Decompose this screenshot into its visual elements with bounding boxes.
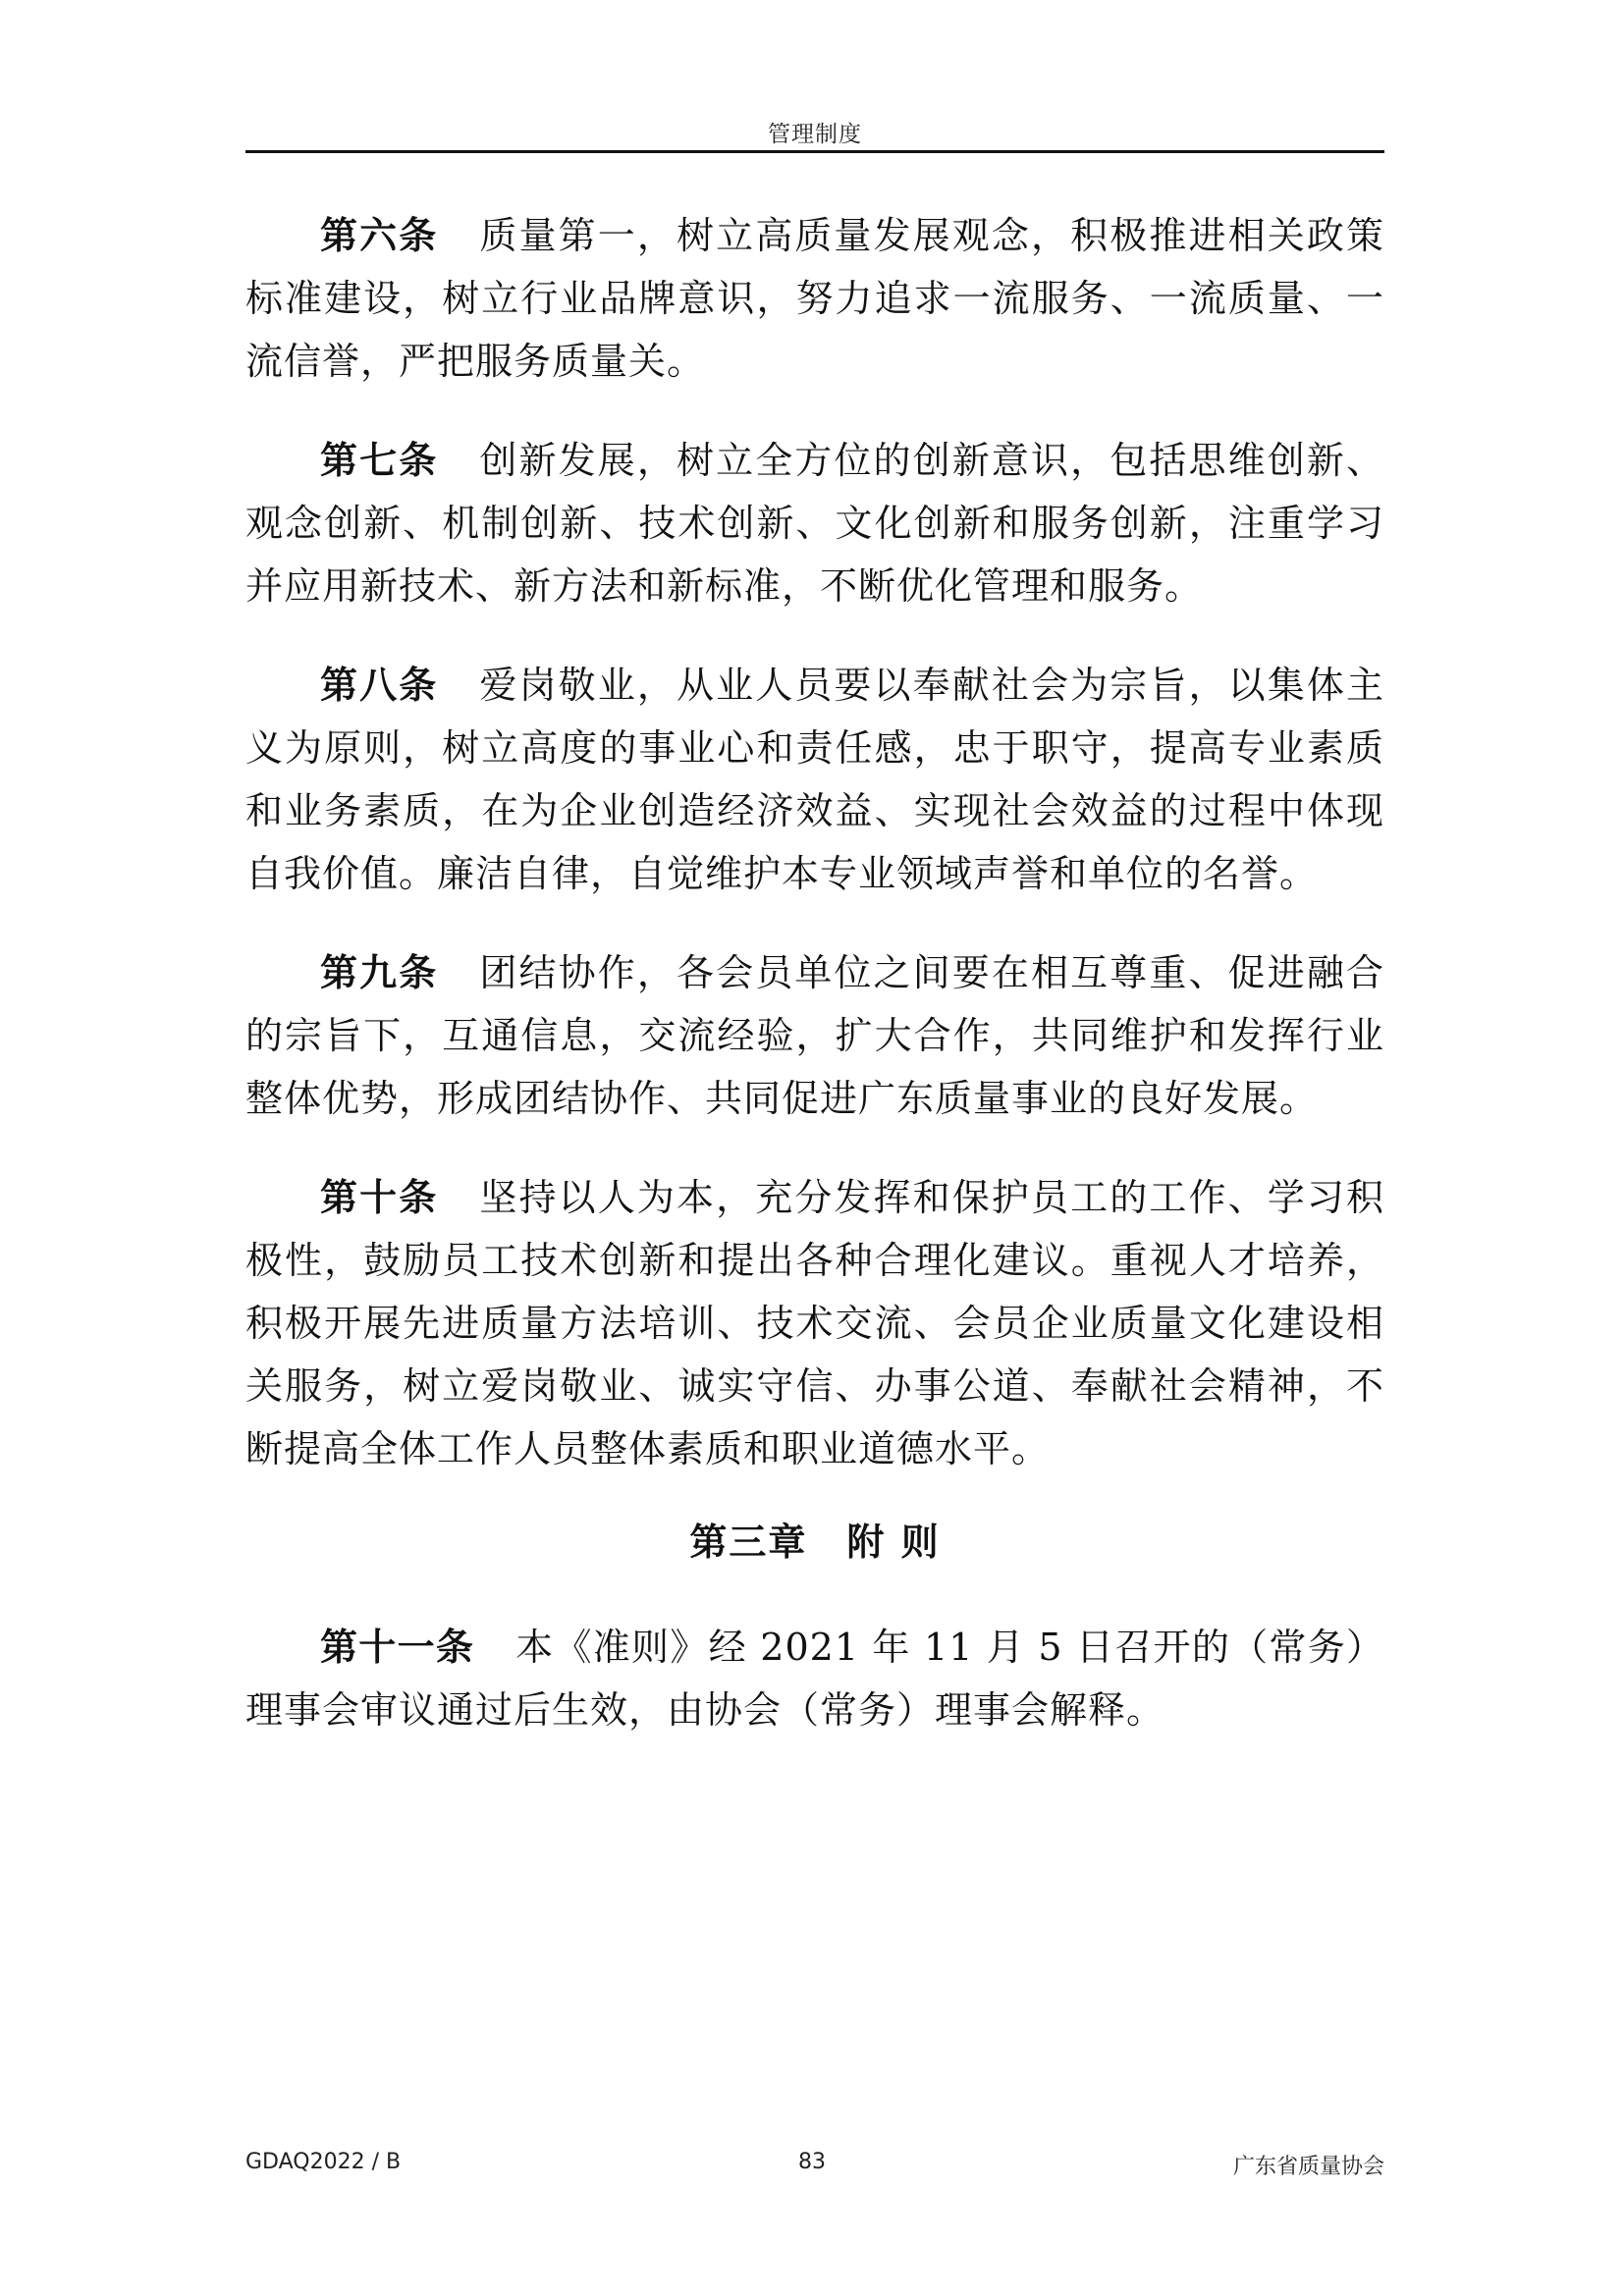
article-heading: 第十一条 [320, 1626, 475, 1669]
article-heading: 第六条 [320, 214, 439, 257]
article-9 [245, 941, 1384, 1130]
article-7 [245, 429, 1384, 617]
article-text: 创新发展，树立全方位的创新意识，包括思维创新、观念创新、机制创新、技术创新、文化创新和服务创新，注重学习并应用新技术、新方法和新标准，不断优化管理和服务。 [245, 439, 1384, 608]
article-text: 质量第一，树立高质量发展观念，积极推进相关政策标准建设，树立行业品牌意识，努力追求一流服务、一流质量、一流信誉，严把服务质量关。 [245, 214, 1384, 383]
footer-page-number: 83 [798, 2150, 826, 2174]
article-10 [245, 1166, 1384, 1480]
article-6 [245, 204, 1384, 393]
article-heading: 第八条 [320, 664, 439, 707]
article-8 [245, 654, 1384, 905]
article-heading: 第十条 [320, 1176, 439, 1219]
article-heading: 第七条 [320, 439, 439, 482]
article-text: 团结协作，各会员单位之间要在相互尊重、促进融合的宗旨下，互通信息，交流经验，扩大合作，共同维护和发挥行业整体优势，形成团结协作、共同促进广东质量事业的良好发展。 [245, 951, 1384, 1120]
article-text: 本《准则》经 2021 年 11 月 5 日召开的（常务）理事会审议通过后生效，由协会（常务）理事会解释。 [245, 1626, 1384, 1732]
article-text: 爱岗敬业，从业人员要以奉献社会为宗旨，以集体主义为原则，树立高度的事业心和责任感，忠于职守，提高专业素质和业务素质，在为企业创造经济效益、实现社会效益的过程中体现自我价值。廉洁自律，自觉维护本专业领域声誉和单位的名誉。 [245, 664, 1384, 895]
document-body [245, 204, 1384, 1778]
header-divider [245, 150, 1384, 153]
article-text: 坚持以人为本，充分发挥和保护员工的工作、学习积极性，鼓励员工技术创新和提出各种合理化建议。重视人才培养，积极开展先进质量方法培训、技术交流、会员企业质量文化建设相关服务，树立爱岗敬业、诚实守信、办事公道、奉献社会精神，不断提高全体工作人员整体素质和职业道德水平。 [245, 1176, 1384, 1470]
article-heading: 第九条 [320, 951, 439, 994]
footer-organization: 广东省质量协会 [1232, 2155, 1384, 2179]
footer-doc-code: GDAQ2022 / B [245, 2150, 402, 2174]
article-11 [245, 1616, 1384, 1741]
page-header-title: 管理制度 [768, 122, 862, 147]
chapter-heading: 第三章 附 则 [689, 1521, 941, 1564]
